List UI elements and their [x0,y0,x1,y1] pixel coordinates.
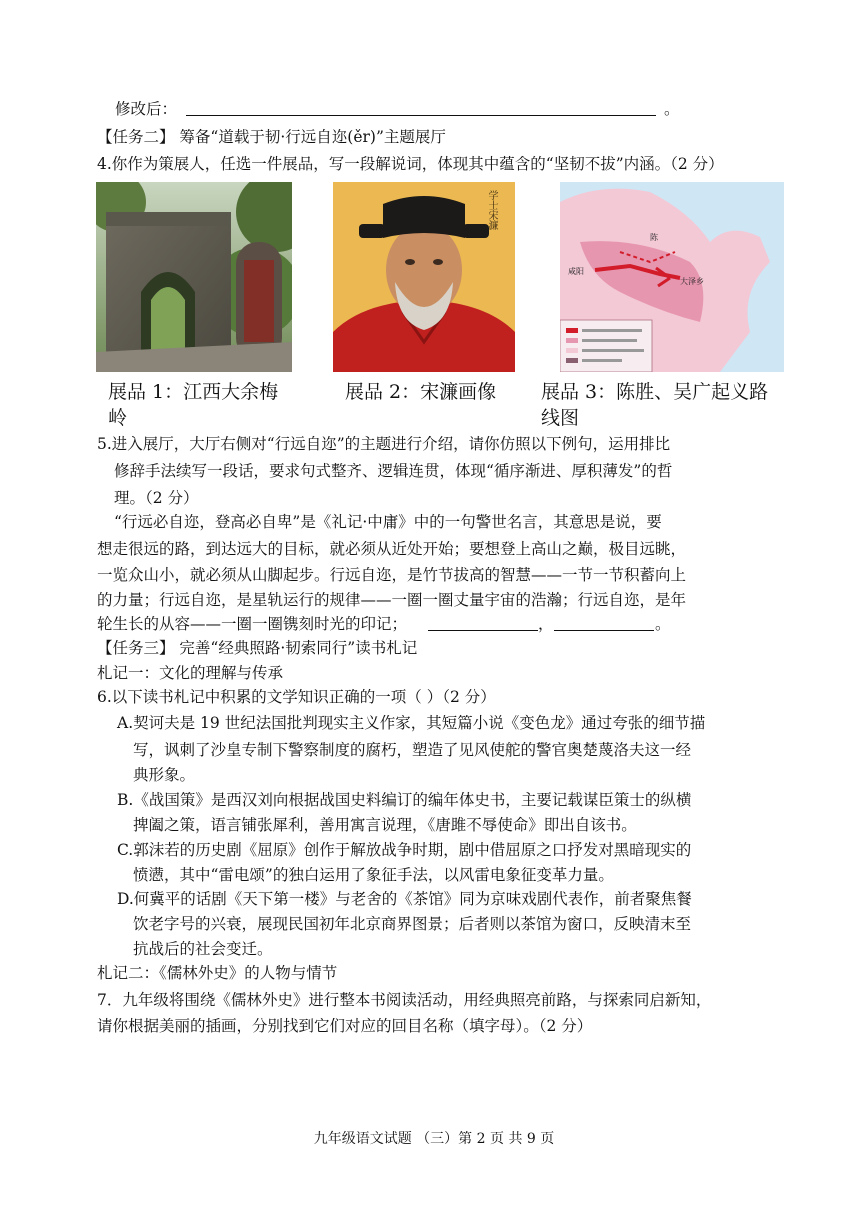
portrait-inscription: 学士宋濂 [486,190,497,230]
revise-answer-blank[interactable] [186,100,656,116]
passage-blank-2[interactable] [554,615,654,631]
task3-heading: 【任务三】 完善“经典照路·韧索同行”读书札记 [97,639,418,657]
option-d-line2: 饮老字号的兴衰，展现民国初年北京商界图景；后者则以茶馆为窗口，反映清末至 [133,915,692,933]
exhibit-3-caption [541,379,768,431]
question-7-line2: 请你根据美丽的插画，分别找到它们对应的回目名称（填字母）。（2 分） [97,1017,593,1035]
passage-line2: 想走很远的路，到达远大的目标，就必须从近处开始；要想登上高山之巅，极目远眺， [97,540,687,558]
exhibit-1-photo [96,182,292,372]
page-footer: 九年级语文试题 （三）第 2 页 共 9 页 [313,1131,555,1147]
option-c-line2: 愤懑，其中“雷电颂”的独白运用了象征手法，以风雷电象征变革力量。 [133,866,614,884]
map-label-dazexiang: 大泽乡 [680,277,704,286]
question-5-line3: 理。（2 分） [114,489,199,507]
exhibit-2-caption-line1: 展品 2：宋濂画像 [345,381,497,403]
question-7-line1: 7．九年级将围绕《儒林外史》进行整本书阅读活动，用经典照亮前路，与探索同启新知， [97,991,712,1009]
option-a-line2: 写，讽刺了沙皇专制下警察制度的腐朽，塑造了见风使舵的警官奥楚蔑洛夫这一经 [133,741,692,759]
exhibit-3-caption-line1: 展品 3：陈胜、吴广起义路 [541,381,769,403]
option-d-line1: D.何冀平的话剧《天下第一楼》与老舍的《茶馆》同为京味戏剧代表作，前者聚焦餐 [117,890,692,908]
question-5-line1: 5.进入展厅，大厅右侧对“行远自迩”的主题进行介绍，请你仿照以下例句，运用排比 [97,435,671,453]
question-4: 4.你作为策展人，任选一件展品，写一段解说词，体现其中蕴含的“坚韧不拔”内涵。（2 分） [97,155,724,173]
passage-sep: ， [538,615,554,633]
note-2-title: 札记二：《儒林外史》的人物与情节 [97,964,338,982]
exhibit-1-caption-line1: 展品 1：江西大余梅 [108,381,279,403]
exhibit-3-caption-line2: 线图 [541,407,580,429]
passage-blank-1[interactable] [428,615,538,631]
exhibit-3-map [560,182,784,372]
option-a-line1: A.契诃夫是 19 世纪法国批判现实主义作家，其短篇小说《变色龙》通过夸张的细节描 [117,714,706,732]
exhibit-1-caption-line2: 岭 [108,407,128,429]
exhibit-1-caption [108,379,278,431]
revise-end: 。 [664,100,680,118]
revise-label: 修改后： [115,100,178,118]
option-c-line1: C.郭沫若的历史剧《屈原》创作于解放战争时期，剧中借屈原之口抒发对黑暗现实的 [117,841,692,859]
passage-line1: “行远必自迩，登高必自卑”是《礼记·中庸》中的一句警世名言，其意思是说，要 [114,513,662,531]
passage-line3: 一览众山小，就必须从山脚起步。行远自迩，是竹节拔高的智慧——一节一节积蓄向上 [97,566,687,584]
note-1-title: 札记一：文化的理解与传承 [97,664,284,682]
exhibit-2-caption [345,379,496,405]
option-d-line3: 抗战后的社会变迁。 [133,940,273,958]
map-label-chen: 陈 [650,233,658,242]
option-b-line2: 捭阖之策，语言铺张犀利，善用寓言说理，《唐雎不辱使命》即出自该书。 [133,816,637,834]
question-6: 6.以下读书札记中积累的文学知识正确的一项（ ）（2 分） [97,688,496,706]
svg-text:咸阳: 咸阳 [568,267,584,276]
question-5-line2: 修辞手法续写一段话，要求句式整齐、逻辑连贯，体现“循序渐进、厚积薄发”的哲 [114,462,673,480]
option-a-line3: 典形象。 [133,766,196,784]
exhibit-2-portrait [333,182,515,372]
task2-heading: 【任务二】 筹备“道载于韧·行远自迩(ěr)”主题展厅 [97,128,446,146]
passage-last-text: 轮生长的从容——一圈一圈镌刻时光的印记； [97,615,408,633]
passage-line4: 的力量；行远自迩，是星轨运行的规律——一圈一圈丈量宇宙的浩瀚；行远自迩，是年 [97,591,687,609]
passage-end: 。 [655,615,671,633]
option-b-line1: B.《战国策》是西汉刘向根据战国史料编订的编年体史书，主要记载谋臣策士的纵横 [117,791,692,809]
